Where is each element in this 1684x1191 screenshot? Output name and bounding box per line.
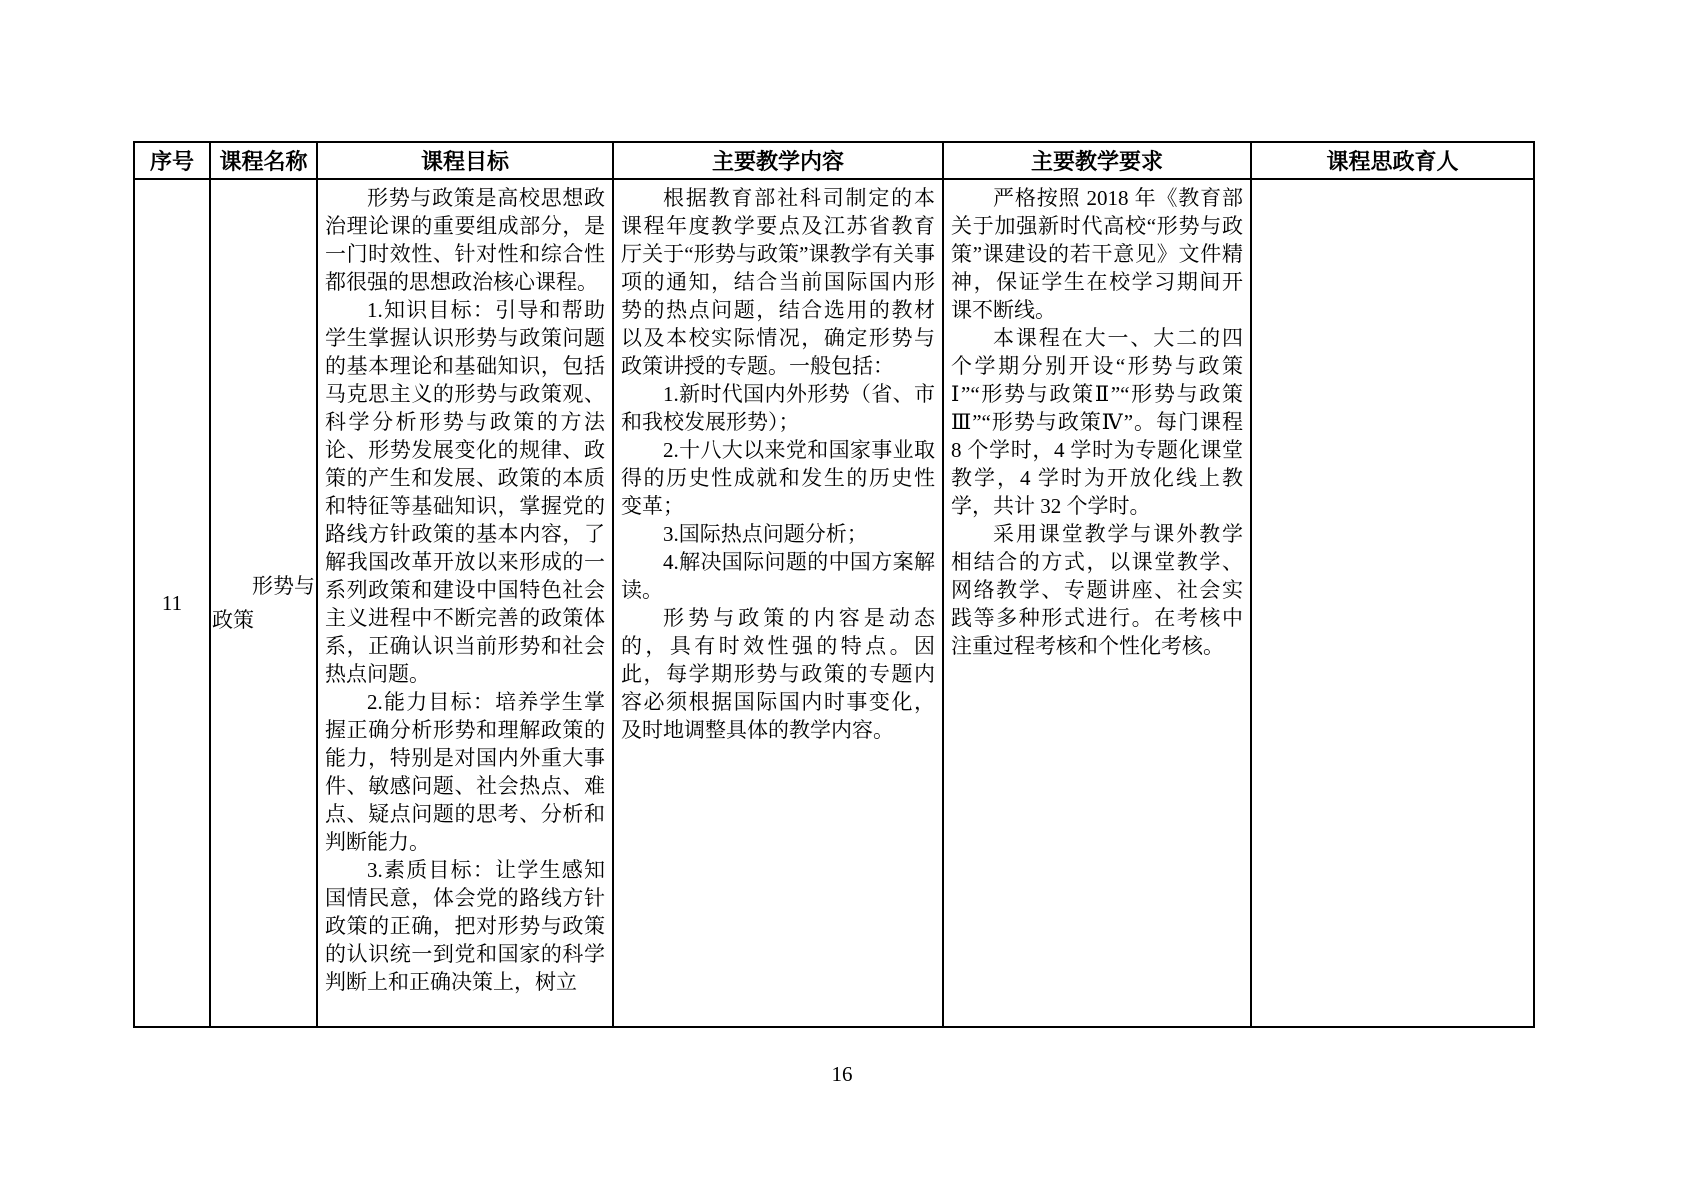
paragraph: 3.素质目标：让学生感知国情民意，体会党的路线方针政策的正确，把对形势与政策的认识统一到党和国家的科学判断上和正确决策上，树立 xyxy=(325,858,605,994)
paragraph: 形势与政策的内容是动态的，具有时效性强的特点。因此，每学期形势与政策的专题内容必须根据国际国内时事变化，及时地调整具体的教学内容。 xyxy=(621,606,935,742)
paragraph: 2.能力目标：培养学生掌握正确分析形势和理解政策的能力，特别是对国内外重大事件、敏感问题、社会热点、难点、疑点问题的思考、分析和判断能力。 xyxy=(325,690,605,854)
paragraph: 1.新时代国内外形势（省、市和我校发展形势）； xyxy=(621,382,935,434)
paragraph: 根据教育部社科司制定的本课程年度教学要点及江苏省教育厅关于“形势与政策”课教学有关事项的通知，结合当前国际国内形势的热点问题，结合选用的教材以及本校实际情况，确定形势与政策讲授的专题。一般包括： xyxy=(621,186,935,378)
paragraph: 4.解决国际问题的中国方案解读。 xyxy=(621,550,935,602)
page-number: 16 xyxy=(831,1062,853,1086)
header-ideological-education: 课程思政育人 xyxy=(1251,142,1534,179)
cell-teaching-content xyxy=(613,179,943,1027)
cell-course-name xyxy=(210,179,317,1027)
cell-course-objectives xyxy=(317,179,613,1027)
header-teaching-content: 主要教学内容 xyxy=(613,142,943,179)
paragraph: 严格按照 2018 年《教育部关于加强新时代高校“形势与政策”课建设的若干意见》文件精神，保证学生在校学习期间开课不断线。 xyxy=(951,186,1243,322)
header-teaching-requirements: 主要教学要求 xyxy=(943,142,1251,179)
header-course-objectives: 课程目标 xyxy=(317,142,613,179)
paragraph: 2.十八大以来党和国家事业取得的历史性成就和发生的历史性变革； xyxy=(621,438,935,518)
table-row xyxy=(134,179,1534,1027)
course-syllabus-table xyxy=(133,141,1535,1028)
course-name-text: 形势与政策 xyxy=(212,574,315,632)
paragraph: 本课程在大一、大二的四个学期分别开设“形势与政策Ⅰ”“形势与政策Ⅱ”“形势与政策Ⅲ”“形势与政策Ⅳ”。每门课程 8 个学时，4 学时为专题化课堂教学，4 学时为开放化线上教学，共计 32 个学时。 xyxy=(951,326,1243,518)
paragraph: 形势与政策是高校思想政治理论课的重要组成部分，是一门时效性、针对性和综合性都很强的思想政治核心课程。 xyxy=(325,186,605,294)
paragraph: 1.知识目标：引导和帮助学生掌握认识形势与政策问题的基本理论和基础知识，包括马克思主义的形势与政策观、科学分析形势与政策的方法论、形势发展变化的规律、政策的产生和发展、政策的本质和特征等基础知识，掌握党的路线方针政策的基本内容，了解我国改革开放以来形成的一系列政策和建设中国特色社会主义进程中不断完善的政策体系，正确认识当前形势和社会热点问题。 xyxy=(325,298,605,686)
cell-seq-no: 11 xyxy=(134,179,210,1027)
header-course-name: 课程名称 xyxy=(210,142,317,179)
cell-teaching-requirements xyxy=(943,179,1251,1027)
header-seq-no: 序号 xyxy=(134,142,210,179)
header-row xyxy=(134,142,1534,179)
paragraph: 采用课堂教学与课外教学相结合的方式，以课堂教学、网络教学、专题讲座、社会实践等多种形式进行。在考核中注重过程考核和个性化考核。 xyxy=(951,522,1243,658)
paragraph: 3.国际热点问题分析； xyxy=(663,522,868,546)
cell-ideological-education xyxy=(1251,179,1534,1027)
